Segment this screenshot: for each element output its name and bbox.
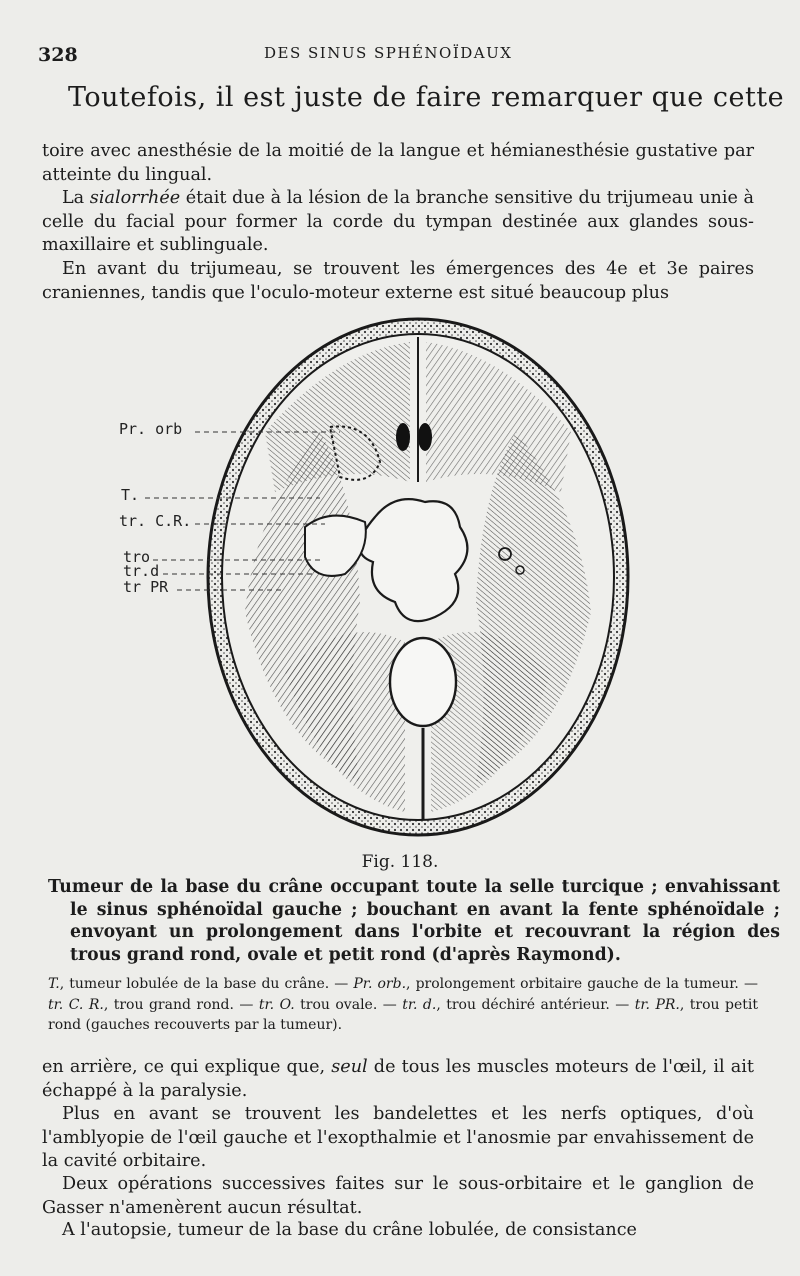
paragraph-sialorrhee bbox=[42, 187, 754, 258]
label-trd: tr.d bbox=[123, 562, 160, 580]
paragraph-operations: Deux opérations successives faites sur le sous-orbitaire et le ganglion de Gasser n'amenèrent aucun résultat. bbox=[42, 1174, 754, 1218]
paragraph-text: La bbox=[62, 188, 90, 208]
label-t: T. bbox=[121, 486, 140, 504]
abbr: T. bbox=[48, 976, 60, 992]
paragraph-bandelettes: Plus en avant se trouvent les bandelettes et les nerfs optiques, d'où l'amblyopie de l'œil gauche et l'exopthalmie et l'anosmie par envahissement de la cavité orbitaire. bbox=[42, 1104, 754, 1172]
note-text: , trou déchiré antérieur. — bbox=[436, 996, 635, 1013]
foramen-magnum bbox=[390, 638, 456, 726]
abbr: tr. C. R. bbox=[48, 996, 104, 1013]
label-trpr: tr PR bbox=[123, 578, 169, 596]
note-text: , tumeur lobulée de la base du crâne. — bbox=[59, 976, 354, 992]
abbr: tr. O. bbox=[258, 996, 295, 1013]
figure-notes bbox=[48, 974, 758, 1036]
paragraph-trijumeau: En avant du trijumeau, se trouvent les émergences des 4e et 3e paires craniennes, tandis que l'oculo-moteur externe est situé beaucoup plus bbox=[42, 259, 754, 303]
abbr: Pr. orb. bbox=[353, 976, 407, 992]
figure-legend: Tumeur de la base du crâne occupant toute la selle turcique ; envahissant le sinus sphénoïdal gauche ; bouchant en avant la fente sphénoïdale ; envoyant un prolongement dans l'orbite et recouvrant la région des trous grand rond, ovale et petit rond (d'après Raymond). bbox=[48, 877, 780, 965]
abbr: tr. d. bbox=[402, 996, 437, 1013]
note-text: trou ovale. — bbox=[294, 996, 403, 1013]
paragraph-text: en arrière, ce qui explique que, bbox=[42, 1057, 332, 1077]
label-tro: tro bbox=[123, 548, 151, 566]
running-title: DES SINUS SPHÉNOÏDAUX bbox=[264, 44, 513, 62]
abbr: tr. PR. bbox=[634, 996, 680, 1013]
paragraph-continued: toire avec anesthésie de la moitié de la langue et hémianesthésie gustative par atteinte du lingual. bbox=[42, 141, 754, 185]
note-text: , trou petit rond (gauches recouverts par la tumeur). bbox=[48, 996, 758, 1033]
cribriform-right bbox=[418, 423, 432, 451]
skull-base-illustration bbox=[105, 312, 645, 852]
note-text: , trou grand rond. — bbox=[103, 996, 259, 1013]
emphasis-term: seul bbox=[331, 1057, 368, 1077]
paragraph-text: de tous les muscles moteurs de l'œil, il ait échappé à la paralysie. bbox=[42, 1057, 754, 1101]
catchline: Toutefois, il est juste de faire remarquer que cette bbox=[68, 82, 785, 113]
note-text: , prolongement orbitaire gauche de la tumeur. — bbox=[406, 976, 758, 992]
label-tr-cr: tr. C.R. bbox=[119, 512, 192, 530]
figure-caption: Fig. 118. bbox=[361, 852, 439, 872]
label-pr-orb: Pr. orb bbox=[119, 420, 183, 438]
paragraph-en-arriere bbox=[42, 1056, 754, 1103]
paragraph-text: était due à la lésion de la branche sensitive du trijumeau unie à celle du facial pour former la corde du tympan destinée aux glandes sous-maxillaire et sublinguale. bbox=[42, 188, 754, 256]
paragraph-autopsie: A l'autopsie, tumeur de la base du crâne lobulée, de consistance bbox=[62, 1220, 637, 1240]
emphasis-term: sialorrhée bbox=[89, 188, 181, 208]
page-number: 328 bbox=[38, 44, 78, 66]
cribriform-left bbox=[396, 423, 410, 451]
